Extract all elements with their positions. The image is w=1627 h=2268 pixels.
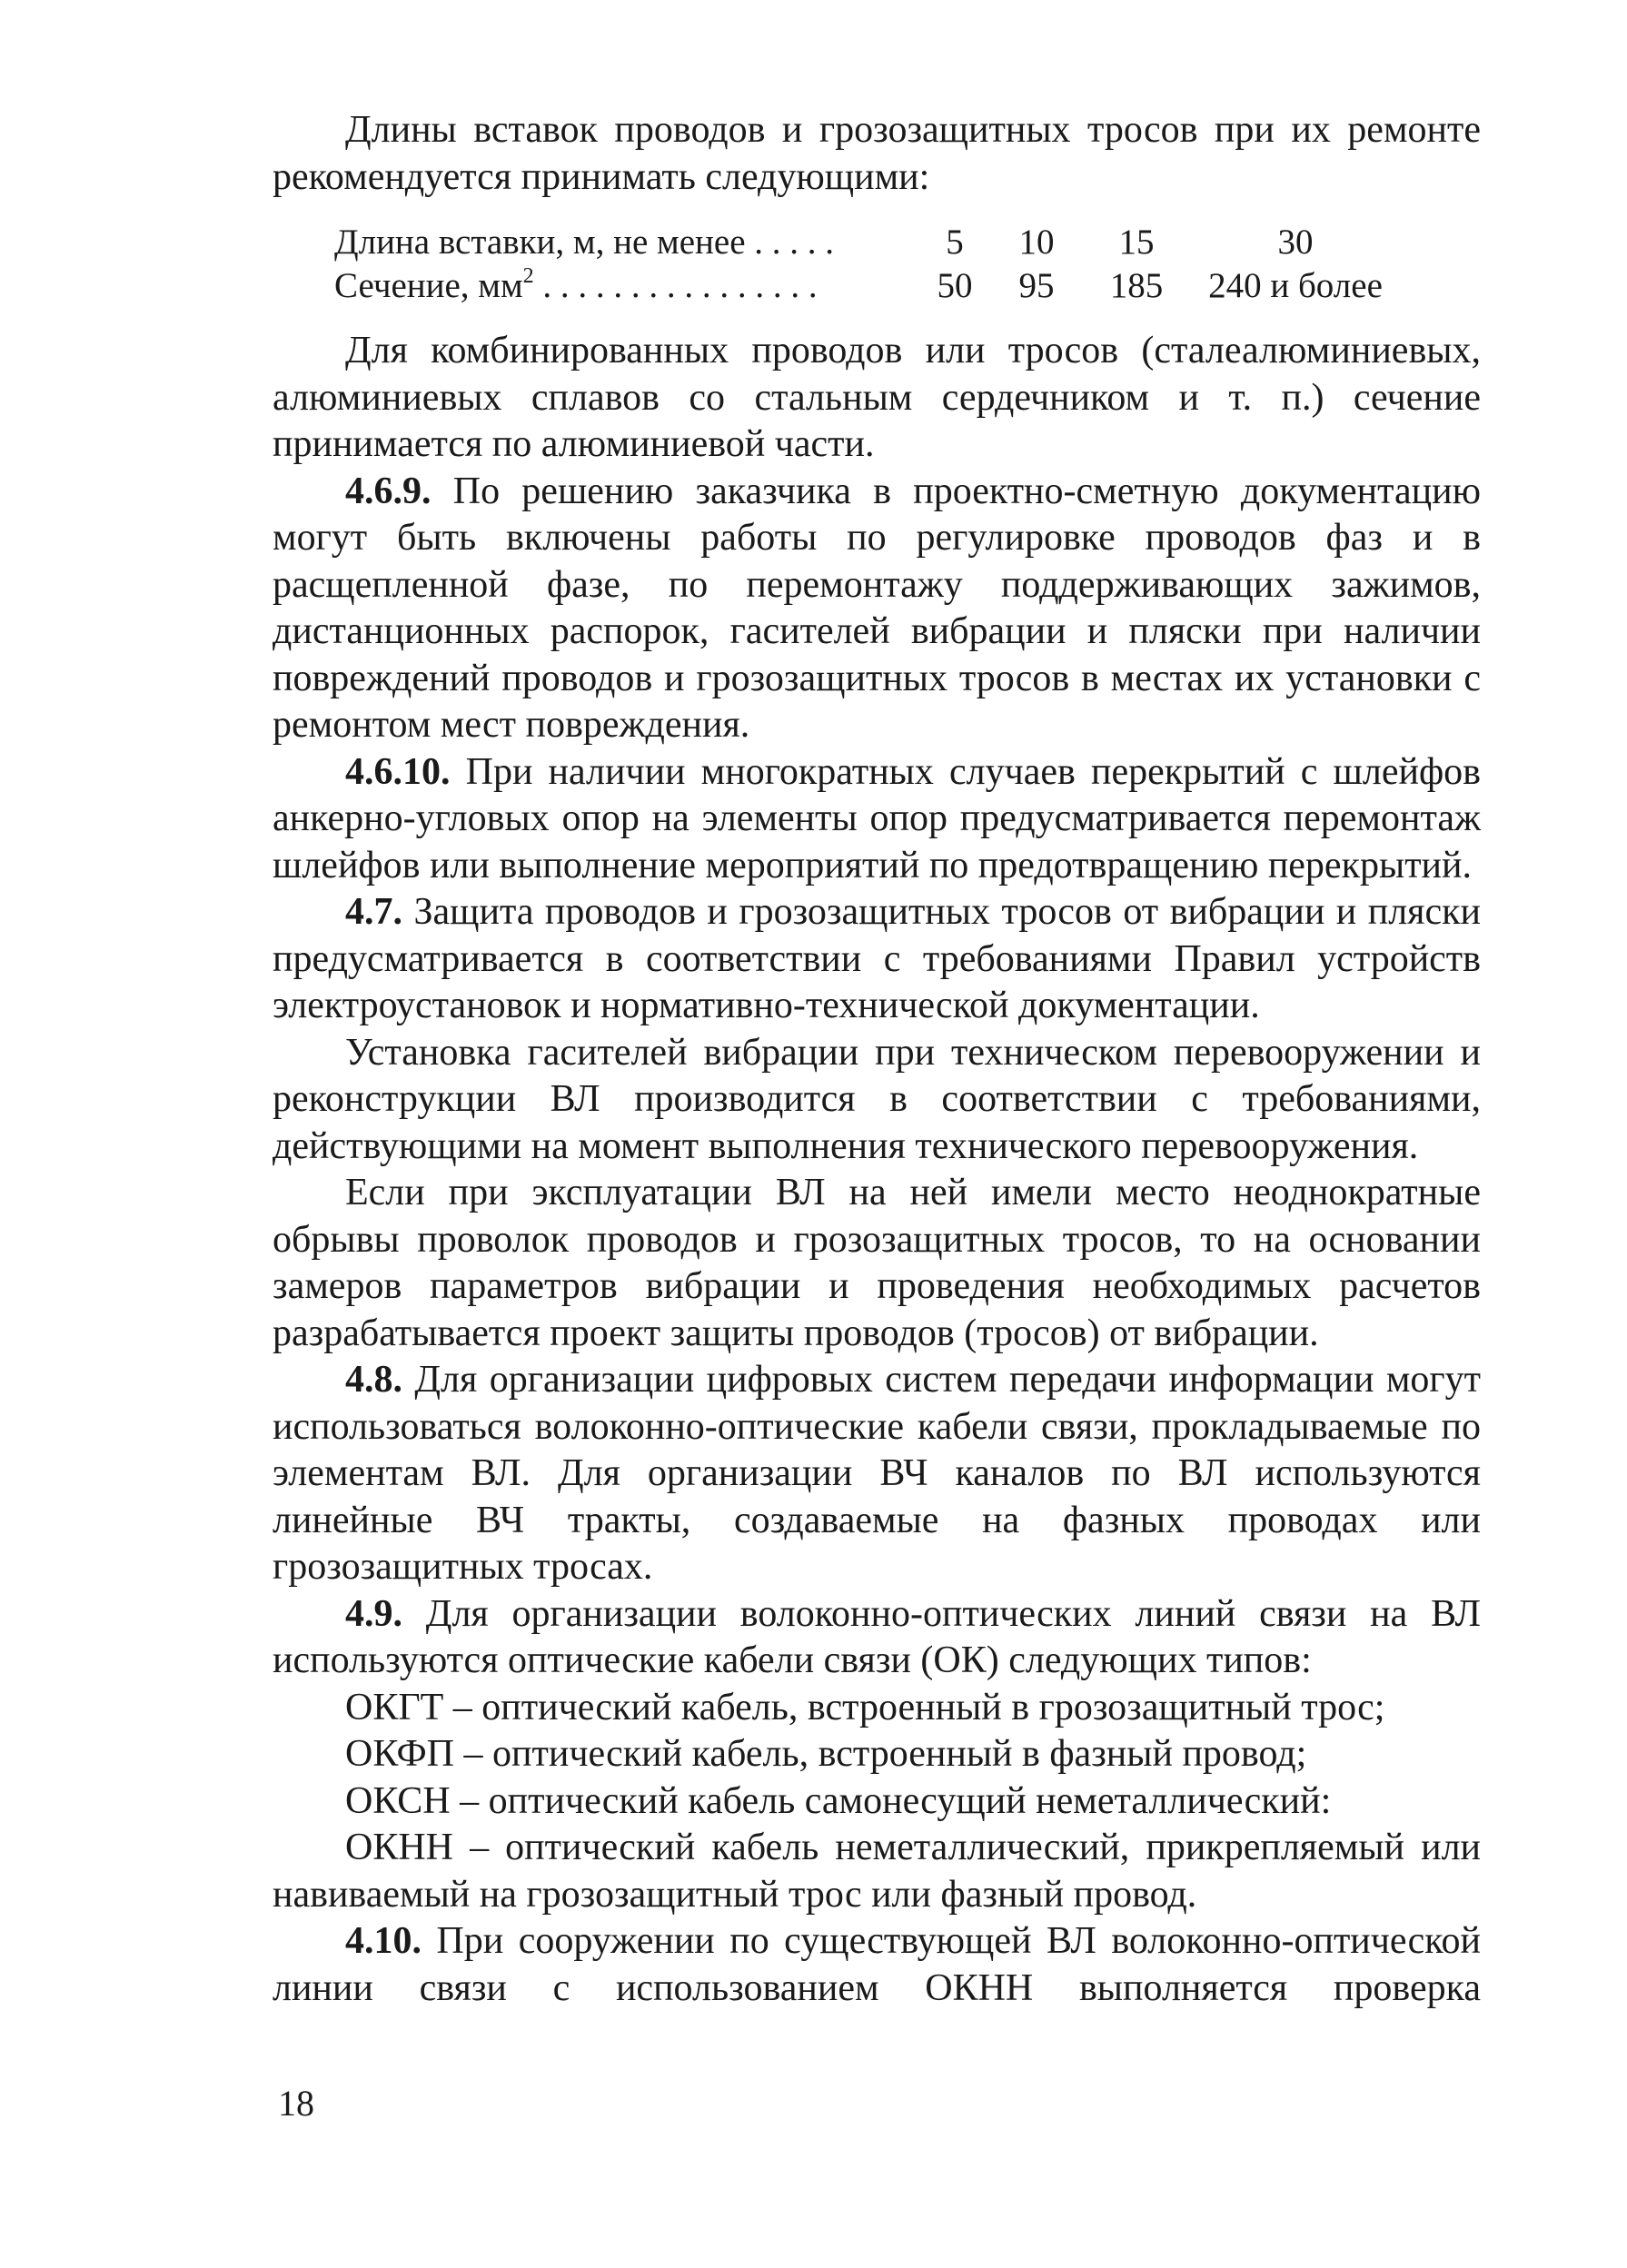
paragraph-4-8: [273, 1357, 1481, 1591]
table-row-label: Длина вставки, м, не менее . . . . .: [334, 223, 835, 262]
paragraph-text: При наличии многократных случаев перекрытий с шлейфов анкерно-угловых опор на элементы опор предусматривается перемонтаж шлейфов или выполнение мероприятий по предотвращению перекрытий.: [273, 750, 1481, 886]
paragraph-text: При сооружении по существующей ВЛ волоконно-оптической линии связи с использованием ОКНН выполняется проверка: [273, 1920, 1481, 2009]
table-cell: 10: [1018, 223, 1055, 262]
table-cell: 15: [1118, 223, 1155, 262]
paragraph-4-6-10: [273, 749, 1481, 890]
paragraph-text: Длины вставок проводов и грозозащитных тросов при их ремонте рекомендуется принимать следующими:: [273, 109, 1481, 198]
paragraph-text: ОКСН – оптический кабель самонесущий неметаллический:: [345, 1779, 1332, 1822]
label-main: Сечение, мм: [334, 266, 523, 305]
page-number: 18: [278, 2083, 314, 2124]
section-number: 4.6.9.: [345, 470, 432, 512]
table-cell: 50: [937, 266, 973, 305]
paragraph-4-10: [273, 1918, 1481, 2012]
section-number: 4.6.10.: [345, 750, 451, 793]
paragraph-text: Для организации волоконно-оптических линий связи на ВЛ используются оптические кабели связи (ОК) следующих типов:: [273, 1592, 1481, 1681]
paragraph-text: Защита проводов и грозозащитных тросов от вибрации и пляски предусматривается в соответствии с требованиями Правил устройств электроустановок и нормативно-технической документации.: [273, 891, 1481, 1026]
table-cell: 240 и более: [1208, 266, 1383, 305]
table-cell: 185: [1109, 266, 1164, 305]
table-row: [334, 264, 1404, 308]
table-row: [334, 221, 1404, 264]
paragraph-vibration-dampers: [273, 1030, 1481, 1171]
paragraph-4-6-9: [273, 469, 1481, 749]
section-number: 4.9.: [345, 1592, 402, 1635]
table-row-label: [334, 264, 923, 308]
label-superscript: 2: [522, 264, 534, 288]
paragraph-wire-breaks: [273, 1170, 1481, 1357]
list-item-oksn: [273, 1778, 1481, 1826]
table-cell: 5: [946, 223, 964, 262]
paragraph-insert-lengths: [273, 107, 1481, 201]
paragraph-text: ОКНН – оптический кабель неметаллический, прикрепляемый или навиваемый на грозозащитный трос или фазный провод.: [273, 1827, 1481, 1916]
insert-length-table: [334, 221, 1404, 308]
section-number: 4.10.: [345, 1920, 422, 1962]
paragraph-4-9: [273, 1591, 1481, 1685]
paragraph-text: ОКФП – оптический кабель, встроенный в фазный провод;: [345, 1733, 1307, 1775]
page-body: [273, 107, 1481, 2012]
table-cell: 95: [1018, 266, 1055, 305]
list-item-okfp: [273, 1731, 1481, 1778]
paragraph-text: Установка гасителей вибрации при техническом перевооружении и реконструкции ВЛ производится в соответствии с требованиями, действующими на момент выполнения технического перевооружения.: [273, 1031, 1481, 1167]
section-number: 4.7.: [345, 891, 402, 933]
label-dots: . . . . . . . . . . . . . . . .: [533, 266, 818, 305]
paragraph-text: Для организации цифровых систем передачи информации могут использоваться волоконно-оптические кабели связи, прокладываемые по элементам ВЛ. Для организации ВЧ каналов по ВЛ используются линейные ВЧ тракты, создаваемые на фазных проводах или грозозащитных тросах.: [273, 1359, 1481, 1588]
list-item-oknn: [273, 1825, 1481, 1918]
paragraph-text: ОКГТ – оптический кабель, встроенный в грозозащитный трос;: [345, 1686, 1385, 1728]
paragraph-combined-wires: [273, 328, 1481, 469]
paragraph-text: По решению заказчика в проектно-сметную документацию могут быть включены работы по регулировке проводов фаз и в расщепленной фазе, по перемонтажу поддерживающих зажимов, дистанционных распорок, гасителей вибрации и пляски при наличии повреждений проводов и грозозащитных тросов в местах их установки с ремонтом мест повреждения.: [273, 470, 1481, 746]
list-item-okgt: [273, 1685, 1481, 1732]
paragraph-text: Если при эксплуатации ВЛ на ней имели место неоднократные обрывы проволок проводов и грозозащитных тросов, то на основании замеров параметров вибрации и проведения необходимых расчетов разрабатывается проект защиты проводов (тросов) от вибрации.: [273, 1172, 1481, 1354]
paragraph-4-7: [273, 889, 1481, 1030]
paragraph-text: Для комбинированных проводов или тросов (сталеалюминиевых, алюминиевых сплавов со стальным сердечником и т. п.) сечение принимается по алюминиевой части.: [273, 330, 1481, 465]
section-number: 4.8.: [345, 1359, 402, 1401]
table-cell: 30: [1277, 223, 1314, 262]
